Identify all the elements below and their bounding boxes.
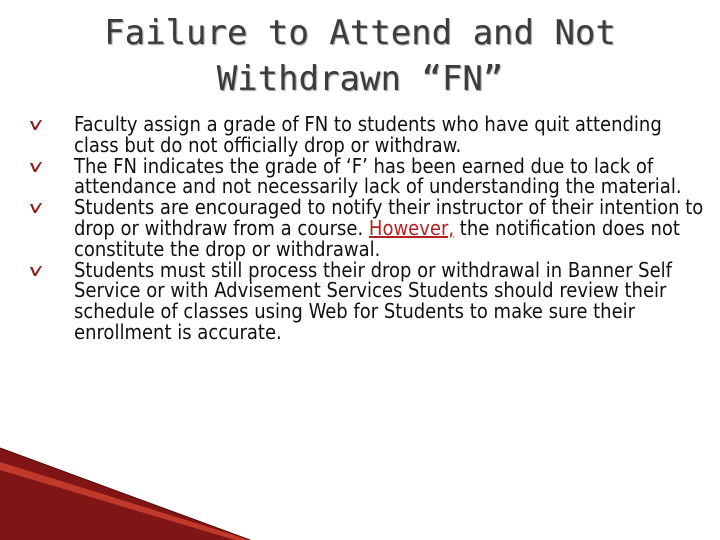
title-line-1: Failure to Attend and Not — [104, 13, 616, 53]
bullet-text-continued: the notification does not constitute the drop or withdrawal. — [74, 215, 680, 261]
slide-title — [80, 10, 640, 102]
bullet-item — [28, 257, 704, 344]
checkmark-v-icon — [28, 159, 44, 175]
bullet-list — [28, 114, 704, 343]
checkmark-v-icon — [28, 263, 44, 279]
bullet-text: Students must still process their drop or withdrawal in Banner Self Service or with Advisement Services Students should review their schedule of classes using Web for Students to make sure their enrollment is accurate. — [74, 257, 673, 344]
title-line-2: Withdrawn “FN” — [216, 59, 504, 99]
bullet-text: Faculty assign a grade of FN to students who have quit attending class but do not officially drop or withdraw. — [74, 112, 662, 157]
emphasis-text: However, — [368, 215, 455, 240]
checkmark-v-icon — [28, 200, 44, 216]
bullet-item — [28, 197, 704, 259]
bullet-text: Students are encouraged to notify their instructor of their intention to drop or withdraw from a course. — [74, 195, 704, 240]
bullet-text: The FN indicates the grade of ‘F’ has been earned due to lack of attendance and not necessarily lack of understanding the material. — [74, 153, 682, 199]
bullet-item — [28, 153, 704, 199]
corner-decoration — [0, 440, 720, 540]
checkmark-v-icon — [28, 117, 44, 133]
bullet-item — [28, 114, 704, 156]
